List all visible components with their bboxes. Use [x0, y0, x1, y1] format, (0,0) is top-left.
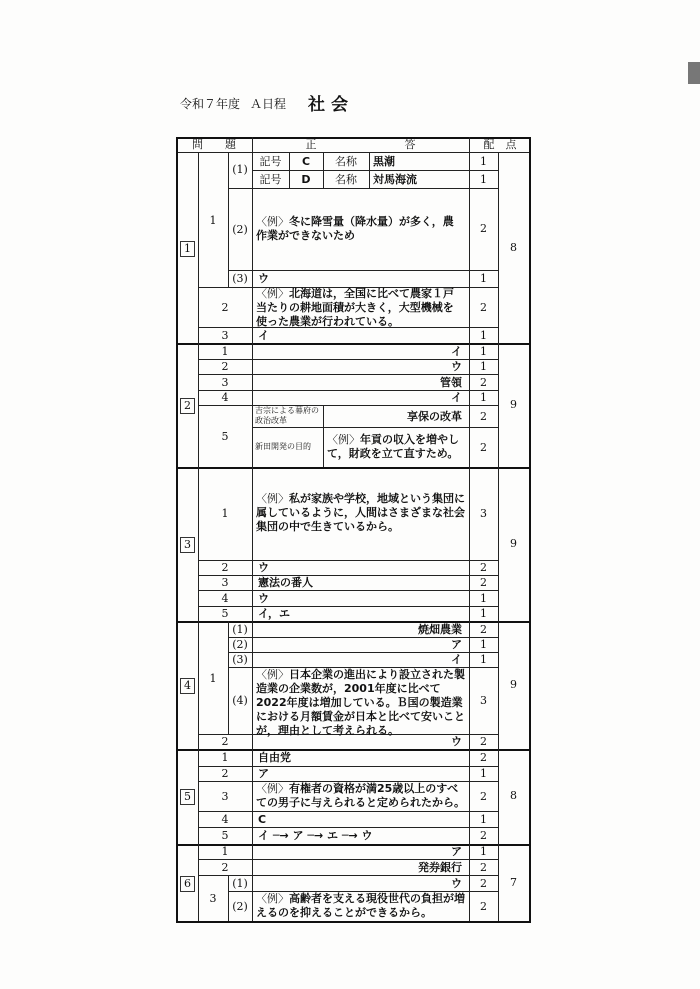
sub-question-number: (1) — [232, 877, 248, 890]
question-number: 2 — [221, 767, 229, 780]
points: 3 — [480, 694, 487, 707]
answer-text: 焼畑農業 — [418, 623, 462, 636]
answer-text: 〈例〉年貢の収入を増やして，財政を立て直すため。 — [327, 433, 459, 460]
question-number: 3 — [221, 790, 229, 803]
question-number: 1 — [209, 672, 217, 685]
question-number: 2 — [221, 301, 229, 314]
section-number-6: 6 — [180, 876, 195, 892]
sub-question-number: (2) — [232, 900, 248, 913]
points: 2 — [480, 222, 487, 235]
points: 1 — [480, 592, 487, 605]
answer-text: 〈例〉高齢者を支える現役世代の負担が増えるのを抑えることができるから。 — [256, 892, 465, 919]
answer-text: ウ — [451, 877, 462, 890]
answer-text: 憲法の番人 — [258, 576, 313, 589]
answer-text: 〈例〉私が家族や学校，地域という集団に属しているように，人間はさまざまな社会集団の中で生きているから。 — [256, 492, 465, 533]
exam-session: Ａ日程 — [250, 97, 287, 111]
sub-question-number: (3) — [232, 653, 248, 666]
section-total: 8 — [510, 789, 517, 802]
question-number: 5 — [221, 829, 229, 842]
answer-text: 〈例〉北海道は，全国に比べて農家１戸当たりの耕地面積が大きく，大型機械を使った農業が行われている。 — [256, 287, 454, 328]
points: 2 — [480, 735, 487, 748]
sub-question-number: (1) — [232, 163, 248, 176]
points: 1 — [480, 845, 487, 858]
sub-question-number: (2) — [232, 223, 248, 236]
points: 2 — [480, 576, 487, 589]
answer-text: ウ — [451, 735, 462, 748]
header-question: 問 題 — [192, 138, 236, 151]
answer-text: C — [258, 813, 267, 826]
points: 1 — [480, 767, 487, 780]
label-kigo: 記号 — [259, 155, 282, 168]
answer-text: イ — [258, 329, 269, 342]
answer-text: ウ — [451, 360, 462, 373]
question-number: 2 — [221, 735, 229, 748]
question-number: 1 — [209, 214, 217, 227]
points: 2 — [480, 376, 487, 389]
points: 3 — [480, 507, 487, 520]
points: 2 — [480, 623, 487, 636]
points: 2 — [480, 861, 487, 874]
answer-text: 管領 — [440, 376, 462, 389]
answer-text: イ ─→ ア ─→ エ ─→ ウ — [258, 829, 373, 842]
answer-text: ウ — [258, 561, 269, 574]
question-number: 3 — [221, 376, 229, 389]
section-total: 9 — [510, 398, 517, 411]
question-number: 5 — [221, 430, 229, 443]
answer-text: 享保の改革 — [407, 410, 462, 423]
header-points: 配 点 — [483, 138, 517, 151]
points: 2 — [480, 790, 487, 803]
question-number: 1 — [221, 845, 229, 858]
question-number: 3 — [221, 576, 229, 589]
points: 1 — [480, 329, 487, 342]
section-total: 9 — [510, 537, 517, 550]
question-number: 2 — [221, 861, 229, 874]
answer-name: 黒潮 — [373, 155, 395, 168]
question-number: 1 — [221, 751, 229, 764]
answer-text: 〈例〉日本企業の進出により設立された製造業の企業数が，2001年度に比べて2022年度は増加している。Ｂ国の製造業における月額賃金が日本と比べて安いことが，理由として考えられる。 — [256, 668, 465, 737]
sub-question-number: (3) — [232, 272, 248, 285]
header-answer: 正 答 — [305, 138, 416, 151]
answer-name: 対馬海流 — [373, 173, 417, 186]
answer-text: イ — [451, 653, 462, 666]
label-kigo: 記号 — [259, 173, 282, 186]
points: 2 — [480, 877, 487, 890]
question-number: 1 — [221, 507, 229, 520]
sub-label: 吉宗による幕府の政治改革 — [255, 406, 319, 425]
points: 1 — [480, 607, 487, 620]
answer-text: ア — [451, 638, 462, 651]
points: 2 — [480, 829, 487, 842]
points: 2 — [480, 751, 487, 764]
question-number: 4 — [221, 592, 229, 605]
exam-subject: 社 会 — [308, 95, 348, 115]
page-title — [180, 88, 348, 113]
points: 1 — [480, 173, 487, 186]
section-total: 7 — [510, 876, 517, 889]
section-number-1: 1 — [180, 241, 195, 257]
points: 2 — [480, 441, 487, 454]
question-number: 1 — [221, 345, 229, 358]
points: 1 — [480, 345, 487, 358]
section-number-2: 2 — [180, 398, 195, 414]
exam-year: 令和７年度 — [180, 97, 241, 111]
answer-code: D — [301, 173, 311, 186]
answer-text: 発券銀行 — [418, 861, 462, 874]
points: 1 — [480, 653, 487, 666]
label-meisho: 名称 — [335, 155, 357, 168]
section-total: 8 — [510, 241, 517, 254]
section-number-3: 3 — [180, 537, 195, 553]
points: 1 — [480, 360, 487, 373]
question-number: 3 — [209, 892, 217, 905]
sub-label: 新田開発の目的 — [255, 442, 311, 451]
points: 1 — [480, 155, 487, 168]
answer-text: イ — [451, 391, 462, 404]
points: 2 — [480, 301, 487, 314]
question-number: 2 — [221, 360, 229, 373]
answer-text: ア — [451, 845, 462, 858]
answer-text: 〈例〉冬に降雪量（降水量）が多く，農作業ができないため — [256, 215, 454, 242]
answer-text: ウ — [258, 272, 269, 285]
sub-question-number: (1) — [232, 623, 248, 636]
answer-text: イ — [451, 345, 462, 358]
sub-question-number: (4) — [232, 694, 248, 707]
points: 1 — [480, 813, 487, 826]
answer-text: イ，エ — [258, 607, 291, 620]
answer-text: 自由党 — [258, 751, 291, 764]
points: 1 — [480, 638, 487, 651]
scan-edge-mark — [688, 62, 700, 84]
points: 2 — [480, 900, 487, 913]
question-number: 2 — [221, 561, 229, 574]
label-meisho: 名称 — [335, 173, 357, 186]
section-number-5: 5 — [180, 789, 195, 805]
question-number: 4 — [221, 813, 229, 826]
sub-question-number: (2) — [232, 638, 248, 651]
section-total: 9 — [510, 678, 517, 691]
points: 1 — [480, 272, 487, 285]
answer-text: ア — [258, 767, 269, 780]
question-number: 5 — [221, 607, 229, 620]
answer-key-table — [176, 137, 531, 923]
question-number: 4 — [221, 391, 229, 404]
points: 2 — [480, 561, 487, 574]
section-number-4: 4 — [180, 678, 195, 694]
answer-code: C — [301, 155, 311, 168]
points: 1 — [480, 391, 487, 404]
points: 2 — [480, 410, 487, 423]
question-number: 3 — [221, 329, 229, 342]
answer-text: ウ — [258, 592, 269, 605]
answer-text: 〈例〉有権者の資格が満25歳以上のすべての男子に与えられると定められたから。 — [256, 782, 465, 809]
